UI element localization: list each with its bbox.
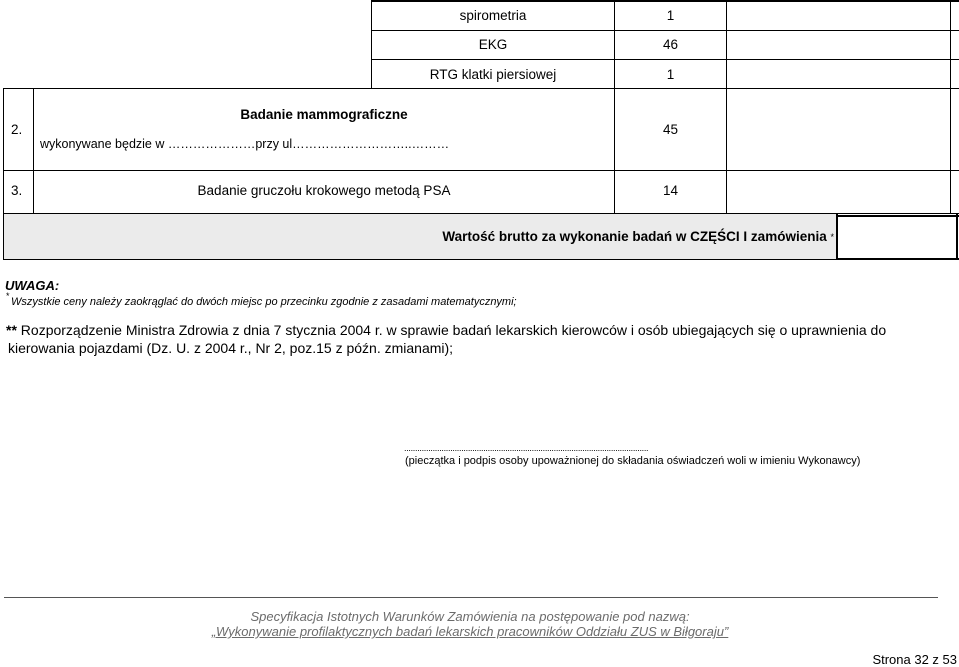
table-cell-name: Badanie mammograficzne [240,107,408,122]
table-cell-name: EKG [478,37,508,52]
table-border [371,59,959,60]
table-cell-qty: 45 [662,122,679,137]
table-border [950,0,951,214]
table-cell-subline: wykonywane będzie w …………………przy ul………………………..……… [40,137,450,151]
table-border [3,88,959,89]
table-cell-lp: 3. [11,183,23,198]
regulation-mark: ** [6,322,17,338]
footer-line-2: „Wykonywanie profilaktycznych badań lekarskich pracowników Oddziału ZUS w Biłgoraju” [211,624,729,639]
table-cell-qty: 1 [666,8,675,23]
regulation-line-2: kierowania pojazdami (Dz. U. z 2004 r., Nr 2, poz.15 z późn. zmianami); [8,340,454,356]
rounding-note: Wszystkie ceny należy zaokrąglać do dwóch miejsc po przecinku zgodnie z zasadami matematycznymi; [11,296,517,308]
table-border [837,258,959,260]
table-border [3,213,959,214]
uwaga-label: UWAGA: [5,278,60,293]
table-border [3,170,959,171]
regulation-note [6,321,886,357]
table-cell-lp: 2. [11,122,23,137]
table-cell-qty: 14 [662,183,679,198]
total-label [4,229,834,244]
table-border [614,0,615,214]
signature-dots: ............................................................................................................... [404,443,649,453]
signature-caption: (pieczątka i podpis osoby upoważnionej do składania oświadczeń woli w imieniu Wykonawcy) [405,455,861,467]
table-border [726,0,727,214]
table-cell-qty: 46 [662,37,679,52]
table-cell-qty: 1 [666,67,675,82]
table-cell-name: Badanie gruczołu krokowego metodą PSA [197,183,451,198]
table-border [837,215,959,217]
total-label-mark: * [830,232,834,242]
table-cell-name: RTG klatki piersiowej [429,67,557,82]
footer-divider [4,597,938,598]
table-border [956,214,958,260]
table-cell-name: spirometria [459,8,527,23]
table-border [836,214,838,260]
table-border [371,30,959,31]
table-border [371,0,959,2]
page-number: Strona 32 z 53 [872,652,957,667]
total-label-text: Wartość brutto za wykonanie badań w CZĘŚCI I zamówienia [442,229,827,244]
rounding-note-star: * [6,291,10,301]
footer-line-1: Specyfikacja Istotnych Warunków Zamówienia na postępowanie pod nazwą: [250,609,690,624]
regulation-line-1: Rozporządzenie Ministra Zdrowia z dnia 7 stycznia 2004 r. w sprawie badań lekarskich kierowców i osób ubiegających się o uprawnienia do [20,322,887,338]
table-border [3,259,959,260]
